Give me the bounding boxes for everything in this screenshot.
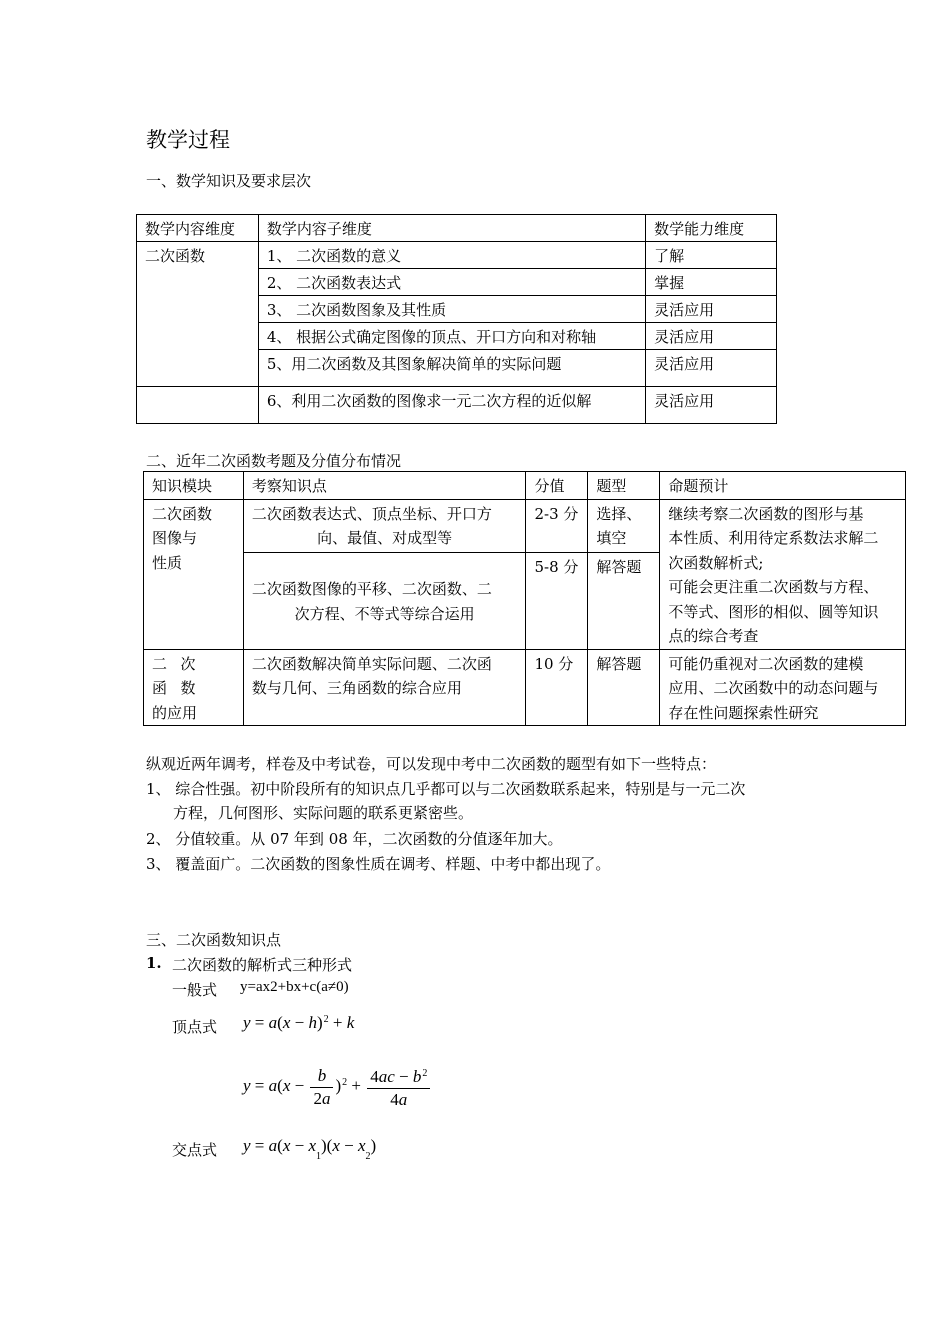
category-cell-empty <box>137 387 259 424</box>
sub-dimension-cell: 2、 二次函数表达式 <box>258 269 645 296</box>
item-title: 二次函数的解析式三种形式 <box>172 956 353 974</box>
level-cell: 灵活应用 <box>646 387 777 424</box>
forecast-line: 不等式、图形的相似、圆等知识 <box>668 602 879 621</box>
intersect-form-label: 交点式 <box>172 1141 218 1159</box>
vertex-form-label: 顶点式 <box>172 1018 218 1036</box>
point-cell <box>243 499 526 552</box>
sub-dimension-cell: 3、 二次函数图象及其性质 <box>258 296 645 323</box>
forecast-cell <box>660 499 906 649</box>
general-form-formula: y=ax2+bx+c(a≠0) <box>240 979 349 995</box>
table-row <box>144 649 906 726</box>
forecast-line: 可能会更注重二次函数与方程、 <box>668 578 879 596</box>
forecast-line: 继续考察二次函数的图形与基 <box>668 504 864 523</box>
table-header-row <box>144 472 906 500</box>
item-number: 1. <box>146 954 162 972</box>
general-form-label: 一般式 <box>172 981 218 999</box>
page-title: 教学过程 <box>146 128 230 152</box>
header-cell: 题型 <box>588 472 660 500</box>
section1-heading: 一、数学知识及要求层次 <box>146 172 312 190</box>
section3-heading: 三、二次函数知识点 <box>146 931 282 949</box>
module-line: 二次函数 <box>152 654 210 697</box>
module-line: 的应用 <box>152 703 198 722</box>
point-line: 向、最值、对成型等 <box>317 529 453 547</box>
score-cell: 2-3 分 <box>526 499 588 552</box>
intersect-form-formula: $y = a(x - x_1)(x - x_2)$ <box>243 1136 377 1162</box>
analysis-line: 方程，几何图形、实际问题的联系更紧密些。 <box>173 804 474 822</box>
sub-dimension-cell: 1、 二次函数的意义 <box>258 242 645 269</box>
header-cell: 数学内容维度 <box>137 215 259 242</box>
forecast-line: 点的综合考查 <box>668 627 759 645</box>
point-line: 次方程、不等式等综合运用 <box>294 604 475 623</box>
analysis-line: 1、 综合性强。初中阶段所有的知识点几乎都可以与二次函数联系起来，特别是与一元二次 <box>146 780 746 798</box>
level-cell: 了解 <box>646 242 777 269</box>
type-cell <box>588 499 660 552</box>
module-cell <box>144 499 244 649</box>
header-cell: 考察知识点 <box>243 472 526 500</box>
forecast-cell <box>660 649 906 726</box>
level-cell: 掌握 <box>646 269 777 296</box>
module-line: 性质 <box>152 553 183 572</box>
sub-dimension-cell: 6、利用二次函数的图像求一元二次方程的近似解 <box>258 387 645 424</box>
type-line: 选择、 <box>596 504 642 523</box>
analysis-point-3: 3、 覆盖面广。二次函数的图象性质在调考、样题、中考中都出现了。 <box>146 855 611 873</box>
table-row <box>144 499 906 552</box>
point-line: 二次函数图像的平移、二次函数、二 <box>251 580 492 598</box>
header-cell: 数学内容子维度 <box>258 215 645 242</box>
point-cell <box>243 649 526 726</box>
point-cell <box>243 552 526 649</box>
type-line: 填空 <box>596 529 627 547</box>
forecast-line: 本性质、利用待定系数法求解二 <box>668 529 879 547</box>
table-row <box>137 387 777 424</box>
knowledge-table <box>136 214 777 424</box>
level-cell: 灵活应用 <box>646 296 777 323</box>
type-cell: 解答题 <box>588 649 660 726</box>
header-cell: 分值 <box>526 472 588 500</box>
header-cell: 命题预计 <box>660 472 906 500</box>
score-cell: 10 分 <box>526 649 588 726</box>
analysis-point-1 <box>146 777 745 825</box>
forecast-line: 存在性问题探索性研究 <box>668 703 819 722</box>
analysis-intro: 纵观近两年调考，样卷及中考试卷，可以发现中考中二次函数的题型有如下一些特点： <box>146 755 717 773</box>
category-cell: 二次函数 <box>137 242 259 387</box>
vertex-form-expanded: y = a(x − $\frac{b}{2a}$ )$^2$ + $\frac{4ac - b^2}{4a}$ <box>243 1063 432 1111</box>
forecast-line: 应用、二次函数中的动态问题与 <box>668 679 879 697</box>
point-line: 二次函数解决简单实际问题、二次函 <box>251 654 492 673</box>
table-row <box>137 242 777 269</box>
module-line: 二次函数 <box>152 504 213 523</box>
point-line: 数与几何、三角函数的综合应用 <box>251 679 462 697</box>
exam-table <box>143 471 906 726</box>
section2-heading: 二、近年二次函数考题及分值分布情况 <box>146 452 402 470</box>
type-cell: 解答题 <box>588 552 660 649</box>
header-cell: 数学能力维度 <box>646 215 777 242</box>
sub-dimension-cell: 4、 根据公式确定图像的顶点、开口方向和对称轴 <box>258 323 645 350</box>
point-line: 二次函数表达式、顶点坐标、开口方 <box>251 504 492 523</box>
forecast-line: 可能仍重视对二次函数的建模 <box>668 654 864 673</box>
module-cell <box>144 649 244 726</box>
analysis-point-2: 2、 分值较重。从 07 年到 08 年，二次函数的分值逐年加大。 <box>146 830 563 848</box>
module-line: 图像与 <box>152 529 198 547</box>
level-cell: 灵活应用 <box>646 323 777 350</box>
forecast-line: 次函数解析式; <box>668 553 764 572</box>
header-cell: 知识模块 <box>144 472 244 500</box>
vertex-form-formula: $y = a(x - h)^2 + k$ <box>243 1013 355 1032</box>
table-header-row <box>137 215 777 242</box>
level-cell: 灵活应用 <box>646 350 777 387</box>
sub-dimension-cell: 5、用二次函数及其图象解决简单的实际问题 <box>258 350 645 387</box>
score-cell: 5-8 分 <box>526 552 588 649</box>
